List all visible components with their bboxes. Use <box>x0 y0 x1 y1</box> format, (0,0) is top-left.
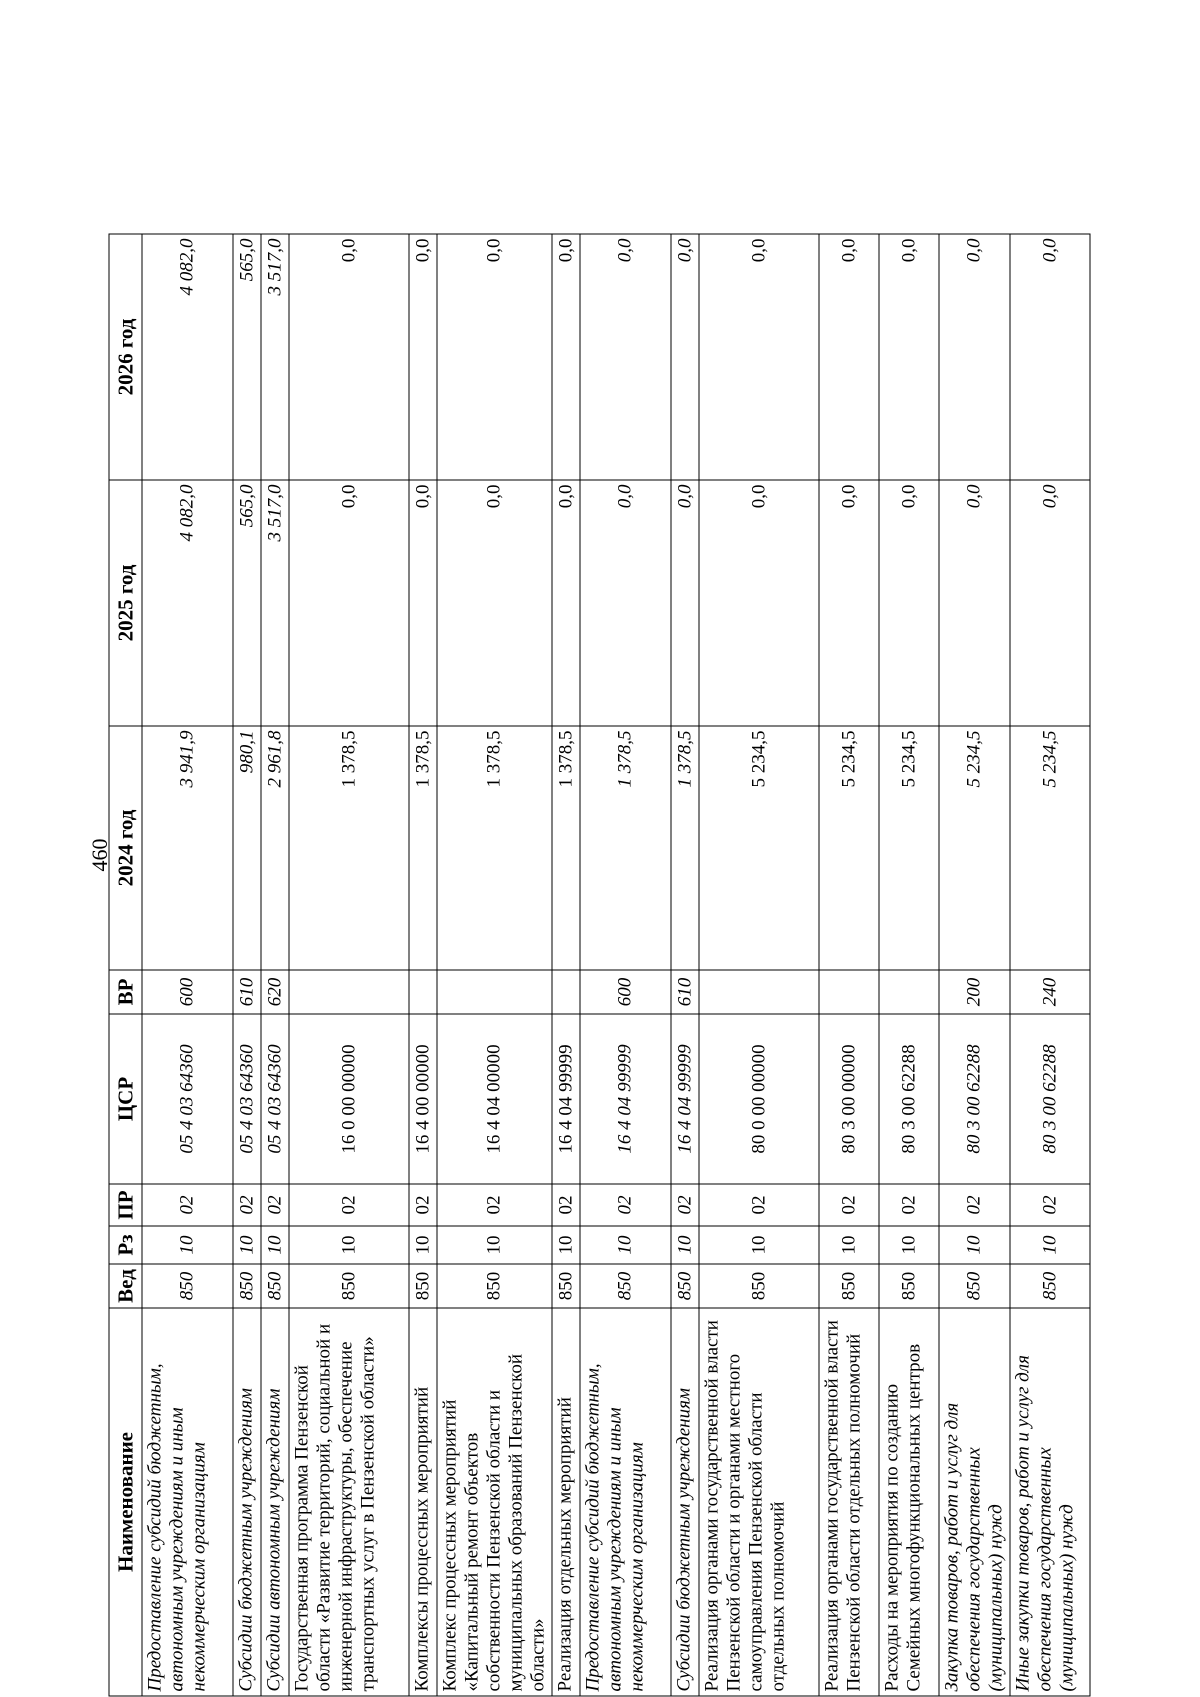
table-row <box>1010 234 1090 1696</box>
table-cell-vr: 200 <box>939 970 1010 1014</box>
table-cell-2024: 1 378,5 <box>437 726 552 970</box>
table-cell-name: Субсидии автономным учреждениям <box>261 1308 289 1696</box>
table-cell-vr: 600 <box>580 970 671 1014</box>
table-cell-pr: 02 <box>233 1184 261 1226</box>
table-row <box>552 234 580 1696</box>
table-cell-2025: 0,0 <box>939 480 1010 726</box>
table-cell-2024: 1 378,5 <box>671 726 699 970</box>
table-cell-pr: 02 <box>699 1184 819 1226</box>
table-cell-rz: 10 <box>261 1226 289 1264</box>
table-cell-pr: 02 <box>552 1184 580 1226</box>
table-cell-ved: 850 <box>142 1264 233 1308</box>
table-cell-2026: 0,0 <box>409 234 437 480</box>
table-cell-2025: 3 517,0 <box>261 480 289 726</box>
table-cell-ved: 850 <box>819 1264 879 1308</box>
table-cell-2026: 0,0 <box>437 234 552 480</box>
table-cell-2024: 5 234,5 <box>1010 726 1090 970</box>
table-cell-csr: 16 4 04 00000 <box>437 1014 552 1184</box>
table-cell-name: Реализация органами государственной власти Пензенской области и органами местного самоуправления Пензенской области отдельных полномочий <box>699 1308 819 1696</box>
table-cell-2024: 5 234,5 <box>699 726 819 970</box>
table-cell-2025: 0,0 <box>819 480 879 726</box>
table-cell-ved: 850 <box>671 1264 699 1308</box>
table-cell-pr: 02 <box>879 1184 939 1226</box>
table-cell-pr: 02 <box>819 1184 879 1226</box>
table-cell-pr: 02 <box>939 1184 1010 1226</box>
table-row <box>437 234 552 1696</box>
table-cell-2025: 0,0 <box>409 480 437 726</box>
table-cell-csr: 16 4 00 00000 <box>409 1014 437 1184</box>
table-cell-ved: 850 <box>409 1264 437 1308</box>
table-cell-vr <box>552 970 580 1014</box>
table-cell-csr: 80 3 00 62288 <box>879 1014 939 1184</box>
table-cell-2025: 0,0 <box>879 480 939 726</box>
table-cell-ved: 850 <box>1010 1264 1090 1308</box>
table-cell-rz: 10 <box>1010 1226 1090 1264</box>
table-cell-csr: 16 4 04 99999 <box>580 1014 671 1184</box>
table-cell-csr: 80 3 00 62288 <box>1010 1014 1090 1184</box>
table-cell-name: Субсидии бюджетным учреждениям <box>671 1308 699 1696</box>
table-cell-rz: 10 <box>409 1226 437 1264</box>
table-cell-2026: 565,0 <box>233 234 261 480</box>
table-cell-pr: 02 <box>671 1184 699 1226</box>
table-cell-rz: 10 <box>552 1226 580 1264</box>
table-cell-ved: 850 <box>261 1264 289 1308</box>
table-cell-2026: 0,0 <box>552 234 580 480</box>
table-cell-vr <box>699 970 819 1014</box>
table-cell-2026: 0,0 <box>879 234 939 480</box>
table-cell-csr: 16 4 04 99999 <box>552 1014 580 1184</box>
table-cell-2026: 3 517,0 <box>261 234 289 480</box>
table-row <box>289 234 409 1696</box>
table-cell-pr: 02 <box>580 1184 671 1226</box>
col-header-pr: ПР <box>109 1184 142 1226</box>
budget-table <box>109 234 1091 1697</box>
table-cell-2024: 5 234,5 <box>939 726 1010 970</box>
table-cell-pr: 02 <box>289 1184 409 1226</box>
table-header-row <box>109 234 142 1696</box>
table-cell-ved: 850 <box>699 1264 819 1308</box>
table-cell-2025: 0,0 <box>289 480 409 726</box>
table-cell-pr: 02 <box>142 1184 233 1226</box>
table-row <box>142 234 233 1696</box>
table-cell-2024: 5 234,5 <box>819 726 879 970</box>
table-cell-csr: 05 4 03 64360 <box>261 1014 289 1184</box>
table-cell-vr: 240 <box>1010 970 1090 1014</box>
table-cell-2024: 1 378,5 <box>409 726 437 970</box>
col-header-name: Наименование <box>109 1308 142 1696</box>
table-cell-rz: 10 <box>437 1226 552 1264</box>
table-cell-name: Предоставление субсидий бюджетным, автономным учреждениям и иным некоммерческим организациям <box>142 1308 233 1696</box>
table-cell-rz: 10 <box>580 1226 671 1264</box>
table-cell-2025: 4 082,0 <box>142 480 233 726</box>
table-cell-vr <box>409 970 437 1014</box>
table-cell-vr <box>879 970 939 1014</box>
table-cell-2024: 1 378,5 <box>552 726 580 970</box>
table-cell-rz: 10 <box>939 1226 1010 1264</box>
table-cell-2024: 5 234,5 <box>879 726 939 970</box>
table-cell-name: Иные закупки товаров, работ и услуг для обеспечения государственных (муниципальных) нужд <box>1010 1308 1090 1696</box>
table-row <box>939 234 1010 1696</box>
table-row <box>261 234 289 1696</box>
table-cell-pr: 02 <box>261 1184 289 1226</box>
table-cell-2026: 0,0 <box>580 234 671 480</box>
table-cell-rz: 10 <box>819 1226 879 1264</box>
table-cell-rz: 10 <box>289 1226 409 1264</box>
table-cell-csr: 80 3 00 00000 <box>819 1014 879 1184</box>
table-row <box>233 234 261 1696</box>
table-cell-csr: 05 4 03 64360 <box>142 1014 233 1184</box>
table-cell-rz: 10 <box>671 1226 699 1264</box>
table-cell-2026: 0,0 <box>819 234 879 480</box>
table-cell-name: Комплекс процессных мероприятий «Капитальный ремонт объектов собственности Пензенской области и муниципальных образований Пензенской области» <box>437 1308 552 1696</box>
table-row <box>819 234 879 1696</box>
table-cell-ved: 850 <box>879 1264 939 1308</box>
table-cell-2024: 2 961,8 <box>261 726 289 970</box>
table-cell-2025: 0,0 <box>671 480 699 726</box>
table-cell-vr: 610 <box>671 970 699 1014</box>
table-cell-vr: 610 <box>233 970 261 1014</box>
table-cell-vr <box>437 970 552 1014</box>
table-cell-pr: 02 <box>1010 1184 1090 1226</box>
table-cell-2025: 565,0 <box>233 480 261 726</box>
table-cell-name: Субсидии бюджетным учреждениям <box>233 1308 261 1696</box>
table-cell-csr: 16 0 00 00000 <box>289 1014 409 1184</box>
table-cell-2024: 980,1 <box>233 726 261 970</box>
table-row <box>580 234 671 1696</box>
table-row <box>409 234 437 1696</box>
col-header-rz: Рз <box>109 1226 142 1264</box>
table-cell-2025: 0,0 <box>580 480 671 726</box>
table-cell-2024: 1 378,5 <box>289 726 409 970</box>
table-cell-rz: 10 <box>879 1226 939 1264</box>
table-row <box>671 234 699 1696</box>
table-cell-rz: 10 <box>233 1226 261 1264</box>
table-cell-ved: 850 <box>552 1264 580 1308</box>
table-cell-name: Реализация органами государственной власти Пензенской области отдельных полномочий <box>819 1308 879 1696</box>
table-cell-2024: 1 378,5 <box>580 726 671 970</box>
table-cell-name: Комплексы процессных мероприятий <box>409 1308 437 1696</box>
table-cell-2026: 0,0 <box>289 234 409 480</box>
table-cell-pr: 02 <box>437 1184 552 1226</box>
table-cell-vr <box>819 970 879 1014</box>
table-cell-ved: 850 <box>233 1264 261 1308</box>
table-cell-2025: 0,0 <box>1010 480 1090 726</box>
col-header-csr: ЦСР <box>109 1014 142 1184</box>
table-cell-csr: 80 3 00 62288 <box>939 1014 1010 1184</box>
table-cell-pr: 02 <box>409 1184 437 1226</box>
table-cell-rz: 10 <box>142 1226 233 1264</box>
col-header-ved: Вед <box>109 1264 142 1308</box>
table-cell-csr: 05 4 03 64360 <box>233 1014 261 1184</box>
table-cell-vr <box>289 970 409 1014</box>
table-cell-ved: 850 <box>580 1264 671 1308</box>
table-cell-ved: 850 <box>289 1264 409 1308</box>
table-cell-2026: 0,0 <box>671 234 699 480</box>
col-header-vr: ВР <box>109 970 142 1014</box>
budget-table-wrapper <box>109 235 1078 1697</box>
table-cell-ved: 850 <box>437 1264 552 1308</box>
table-cell-name: Государственная программа Пензенской области «Развитие территорий, социальной и инженерной инфраструктуры, обеспечение транспортных услуг в Пензенской области» <box>289 1308 409 1696</box>
table-cell-2026: 0,0 <box>1010 234 1090 480</box>
table-cell-csr: 16 4 04 99999 <box>671 1014 699 1184</box>
table-row <box>879 234 939 1696</box>
table-row <box>699 234 819 1696</box>
table-cell-2026: 4 082,0 <box>142 234 233 480</box>
table-cell-2025: 0,0 <box>699 480 819 726</box>
table-cell-2025: 0,0 <box>552 480 580 726</box>
col-header-2024: 2024 год <box>109 726 142 970</box>
table-cell-name: Закупка товаров, работ и услуг для обеспечения государственных (муниципальных) нужд <box>939 1308 1010 1696</box>
col-header-2026: 2026 год <box>109 234 142 480</box>
table-cell-csr: 80 0 00 00000 <box>699 1014 819 1184</box>
table-cell-name: Расходы на мероприятия по созданию Семейных многофункциональных центров <box>879 1308 939 1696</box>
table-cell-rz: 10 <box>699 1226 819 1264</box>
table-cell-name: Предоставление субсидий бюджетным, автономным учреждениям и иным некоммерческим организациям <box>580 1308 671 1696</box>
table-cell-2026: 0,0 <box>699 234 819 480</box>
col-header-2025: 2025 год <box>109 480 142 726</box>
table-cell-ved: 850 <box>939 1264 1010 1308</box>
table-cell-2025: 0,0 <box>437 480 552 726</box>
table-cell-name: Реализация отдельных мероприятий <box>552 1308 580 1696</box>
table-cell-2026: 0,0 <box>939 234 1010 480</box>
page-number: 460 <box>87 838 112 872</box>
table-cell-2024: 3 941,9 <box>142 726 233 970</box>
table-cell-vr: 600 <box>142 970 233 1014</box>
table-cell-vr: 620 <box>261 970 289 1014</box>
